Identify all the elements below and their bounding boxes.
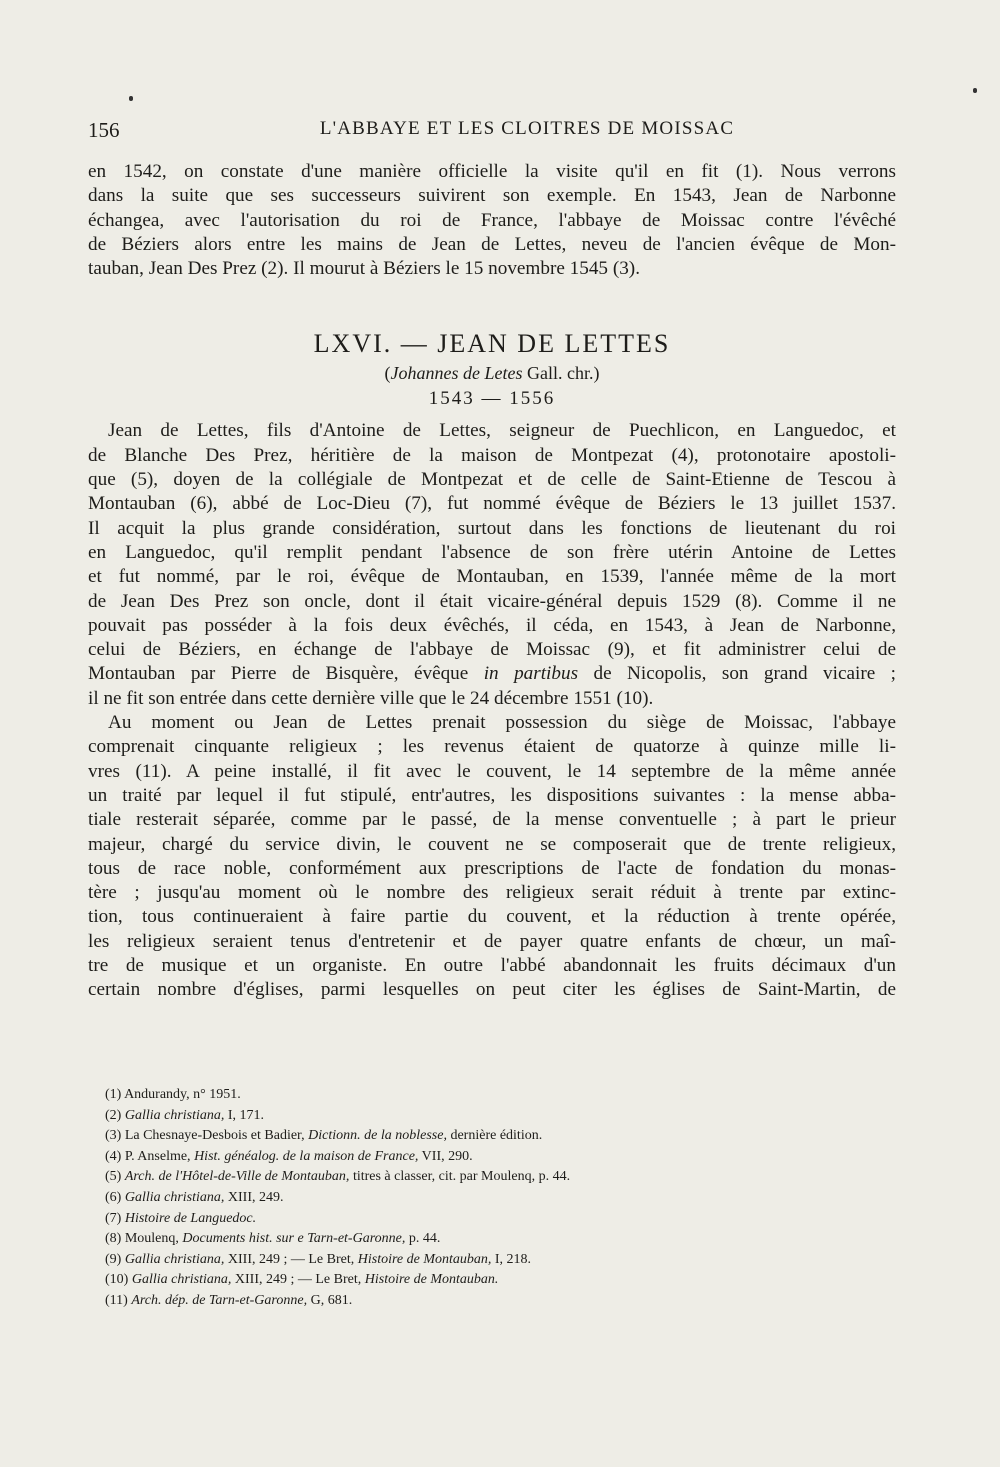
footnote-number: (11) (105, 1292, 132, 1308)
footnote (105, 1250, 805, 1271)
footnote-title: Hist. généalog. de la maison de France, (194, 1148, 419, 1164)
text-line: vres (11). A peine installé, il fit avec le couvent, le 14 septembre de la même année (88, 760, 896, 782)
text-line: Montauban (6), abbé de Loc-Dieu (7), fut nommé évêque de Béziers le 13 juillet 1537. (88, 493, 896, 515)
footnote (105, 1229, 805, 1250)
footnote (105, 1291, 805, 1312)
text-line: de Jean Des Prez son oncle, dont il était vicaire-général depuis 1529 (8). Comme il ne (88, 590, 896, 612)
footnote-text: XIII, 249 ; — Le Bret, (231, 1272, 365, 1288)
ink-speck (129, 96, 133, 101)
footnote-number: (2) (105, 1107, 125, 1123)
footnote (105, 1106, 805, 1127)
page-number: 156 (88, 118, 120, 142)
footnote-text: La Chesnaye-Desbois et Badier, (124, 1128, 309, 1144)
footnote-number: (1) (105, 1087, 125, 1102)
section-heading (88, 327, 896, 413)
footnote-text: p. 44. (405, 1231, 441, 1247)
footnote-title: Gallia christiana, (124, 1251, 225, 1267)
running-title: L'ABBAYE ET LES CLOITRES DE MOISSAC (319, 118, 735, 139)
text-line: tion, tous continueraient à faire partie du couvent, et la réduction à trente opérée, (88, 906, 896, 928)
footnote-text: dernière édition. (446, 1128, 543, 1144)
footnote-title: Arch. dép. de Tarn-et-Garonne, (131, 1292, 308, 1308)
text-line: comprenait cinquante religieux ; les revenus étaient de quatorze à quinze mille li- (88, 736, 896, 758)
footnote-number: (7) (105, 1210, 125, 1226)
text-run: de Nicopolis, son grand vicaire ; (578, 663, 896, 685)
footnote-title: Gallia christiana, (124, 1189, 225, 1205)
subtitle-latin-name: Johannes de Letes (390, 363, 523, 384)
text-line: certain nombre d'églises, parmi lesquelles on peut citer les églises de Saint-Martin, de (88, 979, 896, 1001)
text-line: il ne fit son entrée dans cette dernière ville que le 24 décembre 1551 (10). (88, 687, 654, 709)
footnote-number: (10) (105, 1272, 132, 1288)
subtitle-source: Gall. chr. (522, 363, 594, 384)
text-line: et fut nommé, par le roi, évêque de Montauban, en 1539, l'année même de la mort (88, 566, 896, 588)
footnote-text: XIII, 249 ; — Le Bret, (224, 1251, 358, 1267)
ink-speck (973, 88, 977, 93)
footnote-title: Documents hist. sur e Tarn-et-Garonne, (182, 1231, 406, 1247)
paragraph-2 (88, 711, 896, 1003)
footnote (105, 1167, 805, 1188)
footnote (105, 1209, 805, 1230)
text-line: en 1542, on constate d'une manière officielle la visite qu'il en fit (1). Nous verrons (88, 161, 896, 182)
text-line: tre de musique et un organiste. En outre l'abbé abandonnait les fruits décimaux d'un (88, 955, 896, 977)
footnote-number: (6) (105, 1189, 125, 1205)
footnote-title: Gallia christiana, (131, 1272, 232, 1288)
footnote-number: (8) (105, 1231, 125, 1247)
footnote-text: G, 681. (307, 1292, 353, 1308)
footnote-title: Histoire de Montauban, (357, 1251, 492, 1267)
text-line: tauban, Jean Des Prez (2). Il mourut à Béziers le 15 novembre 1545 (3). (88, 258, 640, 280)
footnote (105, 1188, 805, 1209)
footnote-text: VII, 290. (418, 1148, 473, 1164)
footnote-number: (5) (105, 1169, 125, 1185)
footnote-text: titres à classer, cit. par Moulenq, p. 44. (349, 1169, 571, 1185)
footnote-text: Moulenq, (124, 1231, 183, 1247)
footnote-number: (9) (105, 1251, 125, 1267)
text-line: que (5), doyen de la collégiale de Montpezat et de celle de Saint-Etienne de Tescou à (88, 469, 896, 491)
text-line: Jean de Lettes, fils d'Antoine de Lettes, seigneur de Puechlicon, en Languedoc, et (108, 420, 896, 442)
text-line: Au moment ou Jean de Lettes prenait possession du siège de Moissac, l'abbaye (108, 712, 896, 734)
text-line: pouvait pas posséder à la fois deux évêchés, il céda, en 1543, à Jean de Narbonne, (88, 614, 896, 636)
text-line: en Languedoc, qu'il remplit pendant l'absence de son frère utérin Antoine de Lettes (88, 541, 896, 563)
italic-term: in partibus (483, 663, 579, 685)
section-subtitle: (Johannes de Letes Gall. chr.) (384, 363, 600, 384)
section-title: LXVI. — JEAN DE LETTES (313, 329, 671, 359)
footnote-title: Arch. de l'Hôtel-de-Ville de Montauban, (124, 1169, 350, 1185)
text-line: dans la suite que ses successeurs suivirent son exemple. En 1543, Jean de Narbonne (88, 185, 896, 207)
footnote-title: Histoire de Languedoc. (124, 1210, 257, 1226)
text-line: de Blanche Des Prez, héritière de la maison de Montpezat (4), protonotaire apostoli- (88, 444, 896, 466)
text-line: celui de Béziers, en échange de l'abbaye de Moissac (9), et fit administrer celui de (88, 639, 896, 661)
text-line: tiale resterait séparée, comme par le passé, de la mense conventuelle ; à part le prieur (88, 809, 896, 831)
footnotes (105, 1085, 805, 1312)
footnote-number: (3) (105, 1128, 125, 1144)
paragraph-1 (88, 419, 896, 711)
page-header (88, 118, 896, 148)
footnote-text: XIII, 249. (224, 1189, 284, 1205)
footnote-text: P. Anselme, (124, 1148, 195, 1164)
body-text (88, 160, 896, 1003)
text-line: échangea, avec l'autorisation du roi de France, l'abbaye de Moissac contre l'évêché (88, 209, 896, 231)
footnote (105, 1126, 805, 1147)
section-dates: 1543 — 1556 (428, 388, 556, 410)
text-line (88, 662, 896, 686)
footnote-title: Dictionn. de la noblesse, (308, 1128, 447, 1144)
footnote (105, 1270, 805, 1291)
footnote (105, 1147, 805, 1168)
footnote-title: Histoire de Montauban. (364, 1272, 499, 1288)
footnote-number: (4) (105, 1148, 125, 1164)
footnote-text: I, 171. (224, 1107, 265, 1123)
footnote (105, 1085, 805, 1106)
text-line: un traité par lequel il fut stipulé, entr'autres, les dispositions suivantes : la mense abba- (88, 784, 896, 806)
intro-paragraph (88, 160, 896, 281)
footnote-text: Andurandy, n° 1951. (124, 1087, 241, 1102)
text-line: tère ; jusqu'au moment où le nombre des religieux serait réduit à trente par extinc- (88, 882, 896, 904)
footnote-text: I, 218. (491, 1251, 532, 1267)
text-line: de Béziers alors entre les mains de Jean de Lettes, neveu de l'ancien évêque de Mon- (88, 233, 896, 255)
text-line: majeur, chargé du service divin, le couvent ne se composerait que de trente religieux, (88, 833, 896, 855)
text-line: les religieux seraient tenus d'entretenir et de payer quatre enfants de chœur, un maî- (88, 930, 896, 952)
text-run: Montauban par Pierre de Bisquère, évêque (88, 663, 484, 685)
footnote-title: Gallia christiana, (124, 1107, 225, 1123)
text-line: tous de race noble, conformément aux prescriptions de l'acte de fondation du monas- (88, 857, 896, 879)
text-line: Il acquit la plus grande considération, surtout dans les fonctions de lieutenant du roi (88, 517, 896, 539)
